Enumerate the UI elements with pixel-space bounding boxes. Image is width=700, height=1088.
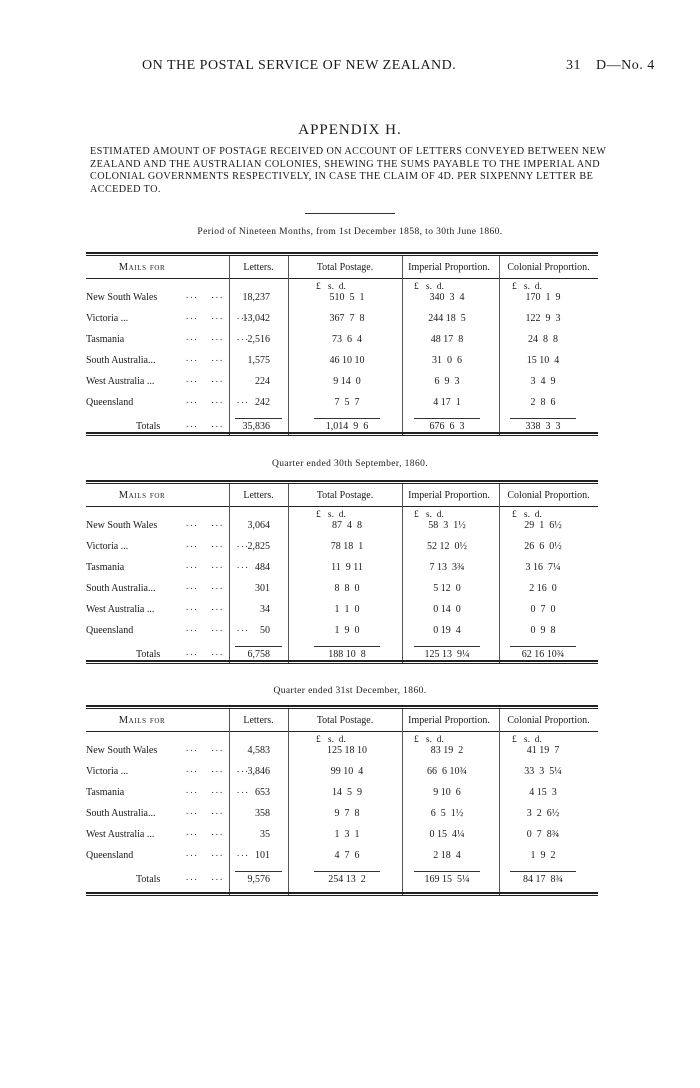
totals-divider xyxy=(510,418,576,419)
table-row xyxy=(86,355,598,371)
leader-dots: ... ... ... xyxy=(186,539,250,549)
currency-units: £ s. d. xyxy=(414,282,444,292)
leader-dots: ... ... ... xyxy=(186,623,250,633)
header-letters: Letters. xyxy=(243,490,274,501)
colonial-value: 2 8 6 xyxy=(530,397,556,408)
table-bottom-rule xyxy=(86,432,598,434)
colony-name: Tasmania xyxy=(86,787,125,798)
totals-divider xyxy=(235,646,282,647)
imperial-value: 676 6 3 xyxy=(429,421,465,432)
header-imperial-proportion: Imperial Proportion. xyxy=(408,715,490,726)
colony-name: West Australia ... xyxy=(86,376,155,387)
colonial-value: 0 9 8 xyxy=(530,625,556,636)
currency-units: £ s. d. xyxy=(512,735,542,745)
header-colonial-proportion: Colonial Proportion. xyxy=(507,715,590,726)
document-reference: D—No. 4 xyxy=(596,58,655,73)
colony-name: South Australia... xyxy=(86,355,156,366)
colonial-value: 3 4 9 xyxy=(530,376,556,387)
table-row xyxy=(86,313,598,329)
total-postage-value: 14 5 9 xyxy=(332,787,362,798)
header-total-postage: Total Postage. xyxy=(316,715,374,726)
colony-name: Queensland xyxy=(86,625,134,636)
letters-value: 18,237 xyxy=(242,292,270,303)
letters-value: 35,836 xyxy=(242,421,270,432)
table-bottom-rule xyxy=(86,435,598,436)
letters-value: 34 xyxy=(260,604,270,615)
table-caption: Quarter ended 31st December, 1860. xyxy=(273,686,427,696)
header-total-postage: Total Postage. xyxy=(316,262,374,273)
table-row xyxy=(86,583,598,599)
imperial-value: 0 14 0 xyxy=(433,604,461,615)
letters-value: 50 xyxy=(260,625,270,636)
letters-value: 3,064 xyxy=(247,520,270,531)
imperial-value: 169 15 5¼ xyxy=(424,874,470,885)
colonial-value: 24 8 8 xyxy=(528,334,558,345)
leader-dots: ... ... xyxy=(186,872,225,882)
colony-name: West Australia ... xyxy=(86,829,155,840)
total-postage-value: 99 10 4 xyxy=(330,766,364,777)
imperial-value: 58 3 1½ xyxy=(428,520,466,531)
header-imperial-proportion: Imperial Proportion. xyxy=(408,490,490,501)
totals-label: Totals xyxy=(136,649,161,660)
colonial-value: 62 16 10¾ xyxy=(521,649,565,660)
total-postage-value: 125 18 10 xyxy=(327,745,367,756)
table-row xyxy=(86,334,598,350)
totals-divider xyxy=(510,871,576,872)
letters-value: 6,758 xyxy=(247,649,270,660)
header-total-postage: Total Postage. xyxy=(316,490,374,501)
totals-divider xyxy=(414,646,480,647)
total-postage-value: 1 9 0 xyxy=(334,625,360,636)
leader-dots: ... ... xyxy=(186,743,225,753)
imperial-value: 48 17 8 xyxy=(430,334,464,345)
letters-value: 4,583 xyxy=(247,745,270,756)
totals-divider xyxy=(314,871,380,872)
table-row xyxy=(86,850,598,866)
table-row xyxy=(86,808,598,824)
imperial-value: 9 10 6 xyxy=(433,787,461,798)
leader-dots: ... ... ... xyxy=(186,311,250,321)
total-postage-value: 11 9 11 xyxy=(331,562,363,573)
postage-table xyxy=(86,252,598,436)
postage-table xyxy=(86,480,598,664)
imperial-value: 2 18 4 xyxy=(433,850,461,861)
letters-value: 653 xyxy=(255,787,270,798)
subtitle-divider xyxy=(305,213,395,214)
colony-name: Victoria ... xyxy=(86,766,129,777)
table-head-rule xyxy=(86,506,598,507)
imperial-value: 125 13 9¼ xyxy=(424,649,470,660)
leader-dots: ... ... xyxy=(186,353,225,363)
imperial-value: 66 6 10¾ xyxy=(427,766,467,777)
appendix-title: APPENDIX H. xyxy=(298,122,402,138)
letters-value: 9,576 xyxy=(247,874,270,885)
table-bottom-rule xyxy=(86,660,598,662)
leader-dots: ... ... ... xyxy=(186,560,250,570)
table-top-rule xyxy=(86,708,598,709)
header-letters: Letters. xyxy=(243,715,274,726)
table-row xyxy=(86,625,598,641)
header-imperial-proportion: Imperial Proportion. xyxy=(408,262,490,273)
colony-name: Tasmania xyxy=(86,562,125,573)
currency-units: £ s. d. xyxy=(414,510,444,520)
imperial-value: 6 9 3 xyxy=(434,376,460,387)
header-mails-for: Mails for xyxy=(118,262,166,273)
colony-name: New South Wales xyxy=(86,520,158,531)
page-number: 31 xyxy=(566,58,581,73)
table-row xyxy=(86,562,598,578)
total-postage-value: 73 6 4 xyxy=(332,334,362,345)
colony-name: Victoria ... xyxy=(86,541,129,552)
imperial-value: 0 19 4 xyxy=(433,625,461,636)
table-top-rule xyxy=(86,480,598,482)
colonial-value: 3 16 7¼ xyxy=(525,562,561,573)
colonial-value: 0 7 0 xyxy=(530,604,556,615)
colonial-value: 0 7 8¾ xyxy=(526,829,560,840)
letters-value: 3,846 xyxy=(247,766,270,777)
colony-name: South Australia... xyxy=(86,583,156,594)
colonial-value: 122 9 3 xyxy=(525,313,561,324)
colony-name: New South Wales xyxy=(86,745,158,756)
leader-dots: ... ... xyxy=(186,602,225,612)
total-postage-value: 46 10 10 xyxy=(329,355,365,366)
running-header xyxy=(0,58,700,78)
imperial-value: 52 12 0½ xyxy=(427,541,467,552)
colony-name: Queensland xyxy=(86,397,134,408)
total-postage-value: 510 5 1 xyxy=(329,292,365,303)
table-top-rule xyxy=(86,252,598,254)
leader-dots: ... ... xyxy=(186,806,225,816)
currency-units: £ s. d. xyxy=(414,735,444,745)
total-postage-value: 9 14 0 xyxy=(333,376,361,387)
letters-value: 2,516 xyxy=(247,334,270,345)
currency-units: £ s. d. xyxy=(512,510,542,520)
leader-dots: ... ... xyxy=(186,374,225,384)
table-row xyxy=(86,541,598,557)
totals-label: Totals xyxy=(136,874,161,885)
currency-units: £ s. d. xyxy=(316,282,346,292)
table-row xyxy=(86,292,598,308)
colonial-value: 338 3 3 xyxy=(525,421,561,432)
table-bottom-rule xyxy=(86,663,598,664)
colonial-value: 170 1 9 xyxy=(525,292,561,303)
table-row xyxy=(86,397,598,413)
leader-dots: ... ... ... xyxy=(186,764,250,774)
imperial-value: 4 17 1 xyxy=(433,397,461,408)
leader-dots: ... ... xyxy=(186,827,225,837)
table-head-rule xyxy=(86,731,598,732)
letters-value: 1,575 xyxy=(247,355,270,366)
total-postage-value: 87 4 8 xyxy=(332,520,362,531)
colony-name: Victoria ... xyxy=(86,313,129,324)
table-head-rule xyxy=(86,278,598,279)
table-top-rule xyxy=(86,483,598,484)
total-postage-value: 8 8 0 xyxy=(334,583,360,594)
colonial-value: 26 6 0½ xyxy=(524,541,562,552)
total-postage-value: 367 7 8 xyxy=(329,313,365,324)
table-row xyxy=(86,745,598,761)
imperial-value: 244 18 5 xyxy=(428,313,466,324)
total-postage-value: 1,014 9 6 xyxy=(325,421,369,432)
letters-value: 224 xyxy=(255,376,270,387)
table-caption: Quarter ended 30th September, 1860. xyxy=(271,459,429,469)
colony-name: Queensland xyxy=(86,850,134,861)
colony-name: South Australia... xyxy=(86,808,156,819)
header-colonial-proportion: Colonial Proportion. xyxy=(507,262,590,273)
totals-divider xyxy=(235,871,282,872)
total-postage-value: 78 18 1 xyxy=(330,541,364,552)
leader-dots: ... ... xyxy=(186,518,225,528)
totals-row xyxy=(86,874,598,890)
totals-divider xyxy=(314,418,380,419)
imperial-value: 340 3 4 xyxy=(429,292,465,303)
leader-dots: ... ... ... xyxy=(186,848,250,858)
header-colonial-proportion: Colonial Proportion. xyxy=(507,490,590,501)
leader-dots: ... ... xyxy=(186,419,225,429)
letters-value: 484 xyxy=(255,562,270,573)
imperial-value: 0 15 4¼ xyxy=(429,829,465,840)
table-caption: Period of Nineteen Months, from 1st December 1858, to 30th June 1860. xyxy=(197,227,503,237)
table-row xyxy=(86,520,598,536)
header-mails-for: Mails for xyxy=(118,490,166,501)
postage-table xyxy=(86,705,598,896)
leader-dots: ... ... ... xyxy=(186,785,250,795)
totals-divider xyxy=(314,646,380,647)
header-mails-for: Mails for xyxy=(118,715,166,726)
colony-name: West Australia ... xyxy=(86,604,155,615)
imperial-value: 5 12 0 xyxy=(433,583,461,594)
table-row xyxy=(86,829,598,845)
total-postage-value: 7 5 7 xyxy=(334,397,360,408)
appendix-subtitle: ESTIMATED AMOUNT OF POSTAGE RECEIVED ON ACCOUNT OF LETTERS CONVEYED BETWEEN NEW ZEALAND AND THE AUSTRALIAN COLONIES, SHEWING THE SUMS PAYABLE TO THE IMPERIAL AND COLONIAL GOVERNMENTS RESPECTIVELY, IN CASE THE CLAIM OF 4D. PER SIXPENNY LETTER BE ACCEDED TO. xyxy=(90,146,607,195)
colony-name: New South Wales xyxy=(86,292,158,303)
letters-value: 301 xyxy=(255,583,270,594)
colonial-value: 1 9 2 xyxy=(530,850,556,861)
imperial-value: 31 0 6 xyxy=(432,355,462,366)
letters-value: 2,825 xyxy=(247,541,270,552)
leader-dots: ... ... xyxy=(186,647,225,657)
imperial-value: 83 19 2 xyxy=(430,745,464,756)
imperial-value: 7 13 3¾ xyxy=(429,562,465,573)
table-top-rule xyxy=(86,255,598,256)
colonial-value: 29 1 6½ xyxy=(524,520,562,531)
colonial-value: 41 19 7 xyxy=(526,745,560,756)
totals-divider xyxy=(414,871,480,872)
totals-label: Totals xyxy=(136,421,161,432)
table-row xyxy=(86,766,598,782)
table-bottom-rule xyxy=(86,892,598,894)
leader-dots: ... ... ... xyxy=(186,395,250,405)
currency-units: £ s. d. xyxy=(316,510,346,520)
totals-divider xyxy=(510,646,576,647)
colonial-value: 2 16 0 xyxy=(529,583,557,594)
colonial-value: 33 3 5¼ xyxy=(524,766,562,777)
letters-value: 358 xyxy=(255,808,270,819)
currency-units: £ s. d. xyxy=(512,282,542,292)
letters-value: 13,042 xyxy=(242,313,270,324)
letters-value: 101 xyxy=(255,850,270,861)
totals-divider xyxy=(235,418,282,419)
table-row xyxy=(86,604,598,620)
header-letters: Letters. xyxy=(243,262,274,273)
colonial-value: 3 2 6½ xyxy=(526,808,560,819)
colonial-value: 4 15 3 xyxy=(529,787,557,798)
leader-dots: ... ... xyxy=(186,290,225,300)
total-postage-value: 1 3 1 xyxy=(334,829,360,840)
letters-value: 35 xyxy=(260,829,270,840)
table-row xyxy=(86,376,598,392)
leader-dots: ... ... xyxy=(186,581,225,591)
total-postage-value: 188 10 8 xyxy=(328,649,366,660)
currency-units: £ s. d. xyxy=(316,735,346,745)
imperial-value: 6 5 1½ xyxy=(430,808,464,819)
header-title: ON THE POSTAL SERVICE OF NEW ZEALAND. xyxy=(142,58,457,73)
total-postage-value: 9 7 8 xyxy=(334,808,360,819)
colonial-value: 15 10 4 xyxy=(526,355,560,366)
leader-dots: ... ... ... xyxy=(186,332,250,342)
total-postage-value: 1 1 0 xyxy=(334,604,360,615)
letters-value: 242 xyxy=(255,397,270,408)
table-row xyxy=(86,787,598,803)
colony-name: Tasmania xyxy=(86,334,125,345)
colonial-value: 84 17 8¾ xyxy=(523,874,563,885)
totals-divider xyxy=(414,418,480,419)
total-postage-value: 4 7 6 xyxy=(334,850,360,861)
total-postage-value: 254 13 2 xyxy=(328,874,366,885)
table-bottom-rule xyxy=(86,895,598,896)
table-top-rule xyxy=(86,705,598,707)
